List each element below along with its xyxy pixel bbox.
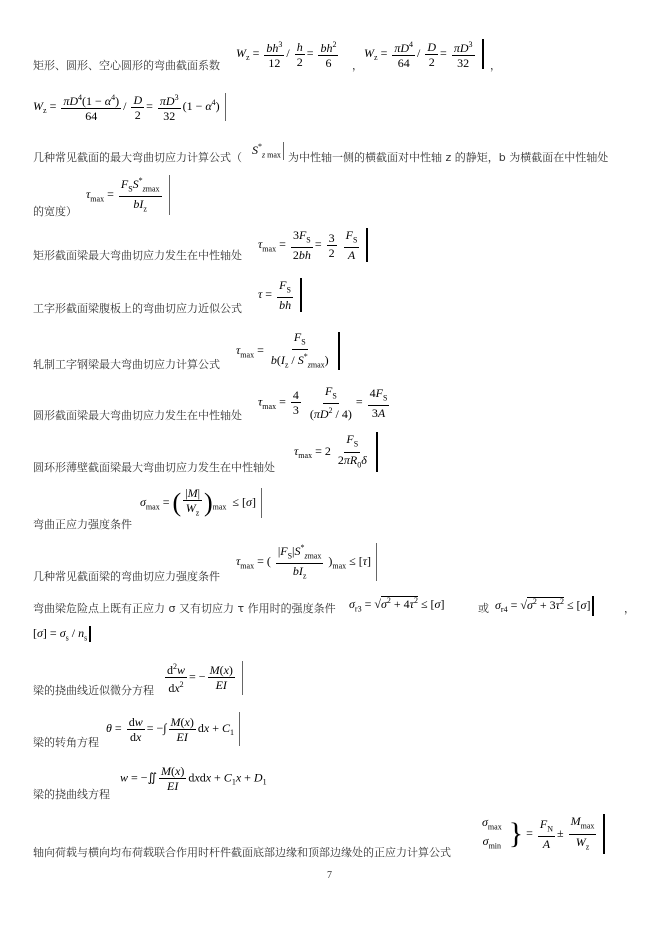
text-combined-strength: 弯曲梁危险点上既有正应力 σ 又有切应力 τ 作用时的强度条件 <box>33 602 336 615</box>
formula-tau-general: $\tau_{max}$ = $\frac{F_SS^*_{zmax}}{bI_z}$ <box>86 174 170 217</box>
formula-wz-rect: $W_z$ = $\frac{bh^3}{12}$ / $\frac{h}{2}$ = $\frac{bh^2}{6}$ <box>236 39 337 70</box>
formula-tau-rect: $\tau_{max}$ = $\frac{3F_S}{2bh}$ = $\frac{3}{2}$ $\frac{F_S}{A}$ <box>258 228 368 262</box>
formula-tau-ring: $\tau_{max} = 2$ $\frac{F_S}{2\pi R_0\delta}$ <box>294 432 378 472</box>
text-combined-load: 轴向荷载与横向均布荷载联合作用时杆件截面底部边缘和顶部边缘处的正应力计算公式 <box>33 846 451 859</box>
text-comma2: ， <box>624 602 635 615</box>
formula-tau-condition: $\tau_{max}$ = ( $\frac{|F_S|S^*_{zmax}}{bI_z}$ )$_{max} \le [\tau]$ <box>236 541 377 584</box>
text-section-modulus: 矩形、圆形、空心圆形的弯曲截面系数 <box>33 59 220 72</box>
text-or: 或 <box>478 602 489 615</box>
formula-allowable: $[\sigma] = \sigma_s / n_s$ <box>33 626 91 642</box>
text-ibeam-web: 工字形截面梁腹板上的弯曲切应力近似公式 <box>33 302 242 315</box>
text-ring-shear: 圆环形薄壁截面梁最大弯曲切应力发生在中性轴处 <box>33 461 275 474</box>
formula-rotation: θ = $\frac{dw}{dx}$ = −∫ $\frac{M(x)}{EI}$ dx + $C_1$ <box>106 712 240 746</box>
formula-wz-circle: $W_z$ = $\frac{\pi D^4}{64}$ / $\frac{D}{2}$ = $\frac{\pi D^3}{32}$ <box>364 38 484 70</box>
text-shear-strength: 几种常见截面梁的弯曲切应力强度条件 <box>33 570 220 583</box>
formula-tau-rolled: $\tau_{max}$ = $\frac{F_S}{b(I_z / S^*_{zmax})}$ <box>236 330 340 373</box>
text-sep: ， <box>352 59 363 72</box>
formula-sigma-condition: $\sigma_{max}$ = ( $\frac{|M|}{W_z}$ )$_{max} \le [\sigma]$ <box>140 486 262 520</box>
text-circle-shear: 圆形截面梁最大弯曲切应力发生在中性轴处 <box>33 409 242 422</box>
page-number: 7 <box>327 870 332 881</box>
text-rotation: 梁的转角方程 <box>33 736 99 749</box>
text-width: 的宽度） <box>33 205 77 218</box>
formula-r4: $\sigma_{r4} = √\sigma^2 + 3\tau^2 \le [\sigma]$ <box>495 596 594 616</box>
formula-deflection-de: $\frac{d^2w}{dx^2}$ = − $\frac{M(x)}{EI}$ <box>163 660 243 695</box>
formula-deflection: w = −∬ $\frac{M(x)}{EI}$ dxdx + $C_1x + D_1$ <box>120 764 267 793</box>
text-comma: ， <box>490 59 501 72</box>
text-deflection-de: 梁的挠曲线近似微分方程 <box>33 684 154 697</box>
text-static-moment-desc: 为中性轴一侧的横截面对中性轴 z 的静矩，b 为横截面在中性轴处 <box>288 151 609 164</box>
formula-tau-web: τ = $\frac{F_S}{bh}$ <box>258 278 302 312</box>
text-deflection: 梁的挠曲线方程 <box>33 788 110 801</box>
formula-combined-load: $\sigma_{max}$ $\sigma_{min}$ } = $\frac{F_N}{A}$ ± $\frac{M_{max}}{W_z}$ <box>478 814 605 854</box>
text-shear-intro: 几种常见截面的最大弯曲切应力计算公式（ <box>33 151 242 164</box>
text-normal-strength: 弯曲正应力强度条件 <box>33 518 132 531</box>
formula-static-moment: $S^*_{z max}$ <box>252 142 284 160</box>
text-rect-shear: 矩形截面梁最大弯曲切应力发生在中性轴处 <box>33 249 242 262</box>
text-rolled-ibeam: 轧制工字钢梁最大弯曲切应力计算公式 <box>33 358 220 371</box>
formula-tau-circle: $\tau_{max}$ = $\frac{4}{3}$ $\frac{F_S}{(\pi D^2 / 4)}$ = $\frac{4F_S}{3A}$ <box>258 384 388 422</box>
formula-wz-hollow: $W_z$ = $\frac{\pi D^4(1 - \alpha^4)}{64}$ / $\frac{D}{2}$ = $\frac{\pi D^3}{32}$ $(1 - \alpha^4)$ <box>33 91 226 123</box>
formula-r3: $\sigma_{r3} = √\sigma^2 + 4\tau^2 \le [\sigma]$ <box>349 596 445 614</box>
